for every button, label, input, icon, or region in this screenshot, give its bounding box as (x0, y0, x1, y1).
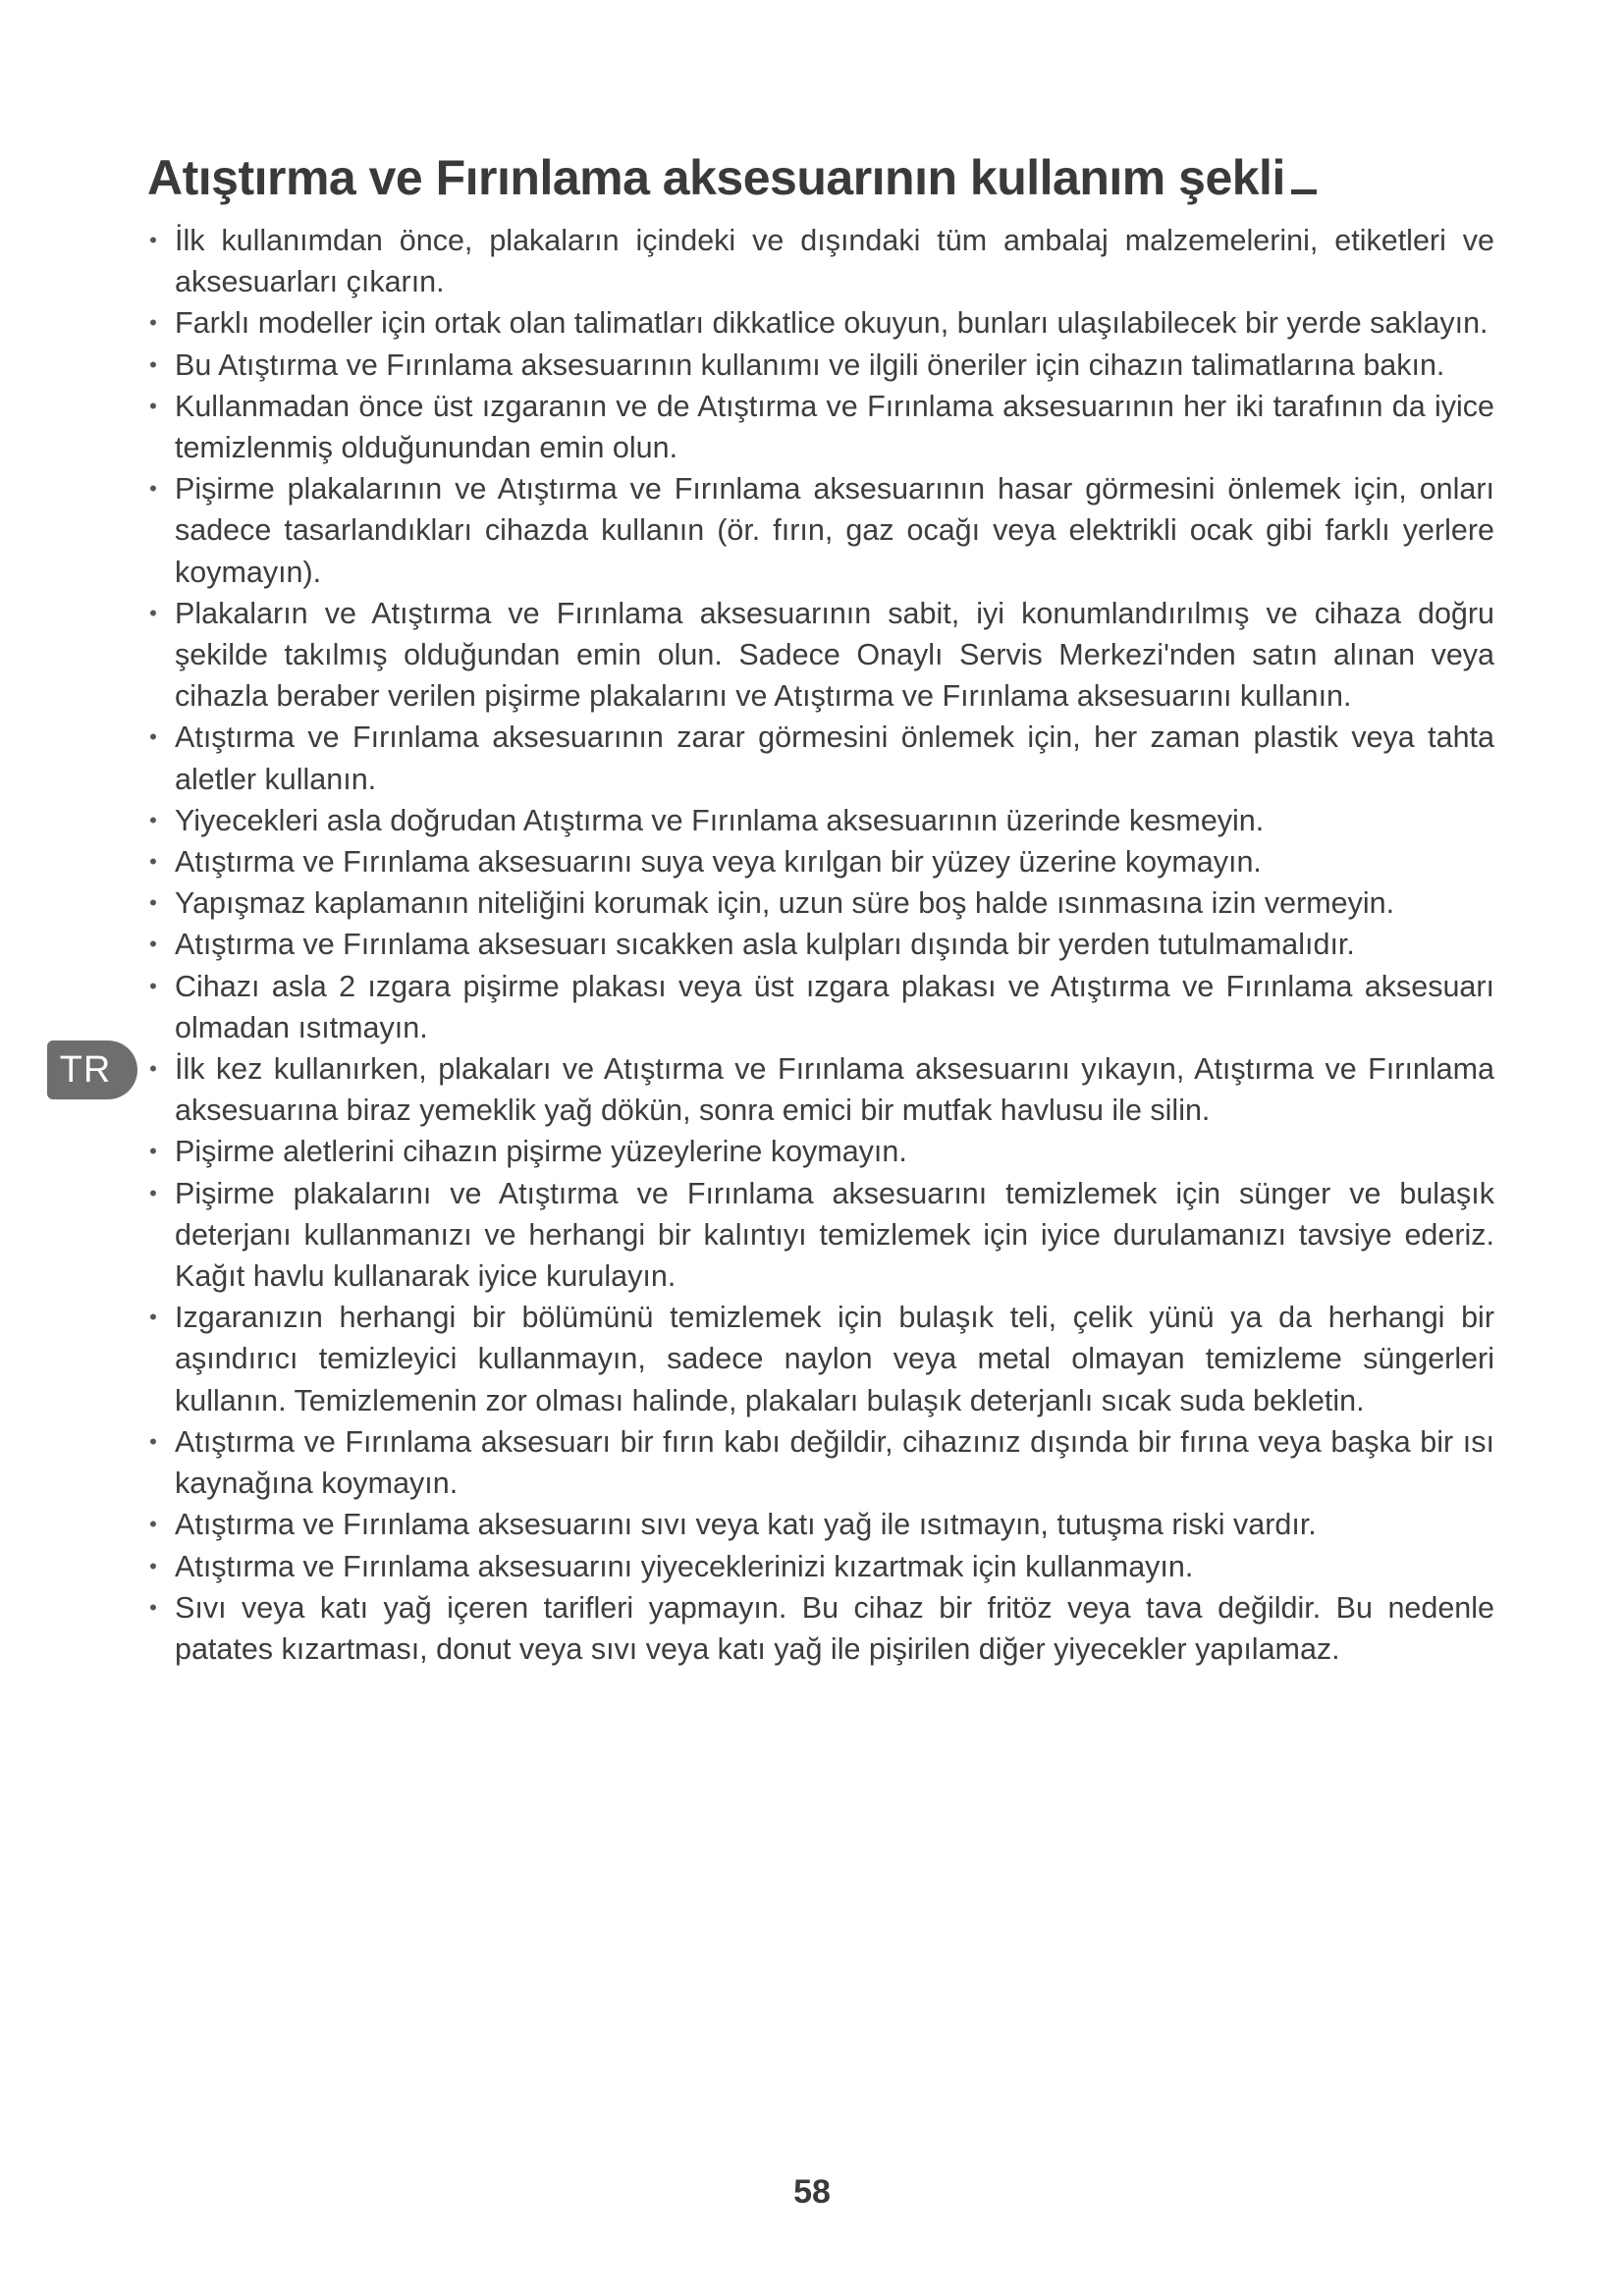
bullet-icon: • (149, 890, 157, 916)
bullet-icon: • (149, 973, 157, 998)
list-item (149, 345, 1494, 386)
list-item-text: Sıvı veya katı yağ içeren tarifleri yapmayın. Bu cihaz bir fritöz veya tava değildir. Bu nedenle patates kızartması, donut veya sıvı veya katı yağ ile pişirilen diğer yiyecekler yapılamaz. (175, 1590, 1494, 1666)
bullet-icon: • (149, 932, 157, 957)
bullet-icon: • (149, 807, 157, 832)
list-item-text: Atıştırma ve Fırınlama aksesuarı sıcakken asla kulpları dışında bir yerden tutulmamalıdır. (175, 928, 1355, 962)
list-item (149, 966, 1494, 1048)
bullet-icon: • (149, 724, 157, 750)
page-title (147, 149, 1502, 206)
bullet-icon: • (149, 351, 157, 377)
list-item-text: Atıştırma ve Fırınlama aksesuarı bir fırın kabı değildir, cihazınız dışında bir fırına veya başka bir ısı kaynağına koymayın. (175, 1424, 1494, 1501)
language-tab: TR (47, 1041, 137, 1099)
list-item (149, 1504, 1494, 1545)
bullet-icon: • (149, 1056, 157, 1082)
list-item (149, 386, 1494, 468)
instruction-list (149, 220, 1494, 1670)
page-title-text: Atıştırma ve Fırınlama aksesuarının kullanım şekli (147, 150, 1285, 205)
list-item (149, 220, 1494, 302)
list-item-text: Yiyecekleri asla doğrudan Atıştırma ve Fırınlama aksesuarının üzerinde kesmeyin. (175, 803, 1265, 837)
bullet-icon: • (149, 1428, 157, 1454)
list-item (149, 1048, 1494, 1131)
list-item-text: Yapışmaz kaplamanın niteliğini korumak için, uzun süre boş halde ısınmasına izin vermeyin. (175, 886, 1395, 921)
list-item-text: Pişirme plakalarının ve Atıştırma ve Fırınlama aksesuarının hasar görmesini önlemek için, onları sadece tasarlandıkları cihazda kullanın (ör. fırın, gaz ocağı veya elektrikli ocak gibi farklı yerlere koymayın). (175, 472, 1494, 589)
list-item (149, 1421, 1494, 1504)
bullet-icon: • (149, 1512, 157, 1537)
list-item-text: Pişirme plakalarını ve Atıştırma ve Fırınlama aksesuarını temizlemek için sünger ve bulaşık deterjanı kullanmanızı ve herhangi bir kalıntıyı temizlemek için iyice durulamanızı tavsiye ederiz. Kağıt havlu kullanarak iyice kurulayın. (175, 1176, 1494, 1294)
title-underscore-mark (1291, 189, 1317, 194)
list-item (149, 882, 1494, 924)
list-item (149, 800, 1494, 841)
list-item-text: Pişirme aletlerini cihazın pişirme yüzeylerine koymayın. (175, 1135, 907, 1169)
bullet-icon: • (149, 393, 157, 418)
list-item (149, 302, 1494, 344)
list-item-text: Bu Atıştırma ve Fırınlama aksesuarının kullanımı ve ilgili öneriler için cihazın talimatlarına bakın. (175, 347, 1445, 382)
list-item-text: Atıştırma ve Fırınlama aksesuarını suya veya kırılgan bir yüzey üzerine koymayın. (175, 845, 1262, 880)
list-item-text: İlk kullanımdan önce, plakaların içindeki ve dışındaki tüm ambalaj malzemelerini, etiketleri ve aksesuarları çıkarın. (175, 224, 1494, 299)
bullet-icon: • (149, 1305, 157, 1330)
list-item-text: Atıştırma ve Fırınlama aksesuarını sıvı veya katı yağ ile ısıtmayın, tutuşma riski vardır. (175, 1508, 1317, 1542)
list-item-text: Farklı modeller için ortak olan talimatları dikkatlice okuyun, bunları ulaşılabilecek bir yerde saklayın. (175, 306, 1489, 341)
list-item-text: İlk kez kullanırken, plakaları ve Atıştırma ve Fırınlama aksesuarını yıkayın, Atıştırma ve Fırınlama aksesuarına biraz yemeklik yağ dökün, sonra emici bir mutfak havlusu ile silin. (175, 1052, 1494, 1128)
bullet-icon: • (149, 310, 157, 336)
list-item-text: Izgaranızın herhangi bir bölümünü temizlemek için bulaşık teli, çelik yünü ya da herhangi bir aşındırıcı temizleyici kullanmayın, sadece naylon veya metal olmayan temizleme süngerleri kullanın. Temizlemenin zor olması halinde, plakaları bulaşık deterjanlı sıcak suda bekletin. (175, 1301, 1494, 1417)
list-item-text: Plakaların ve Atıştırma ve Fırınlama aksesuarının sabit, iyi konumlandırılmış ve cihaza doğru şekilde takılmış olduğundan emin olun. Sadece Onaylı Servis Merkezi'nden satın alınan veya cihazla beraber verilen pişirme plakalarını ve Atıştırma ve Fırınlama aksesuarını kullanın. (175, 596, 1494, 714)
list-item-text: Atıştırma ve Fırınlama aksesuarının zarar görmesini önlemek için, her zaman plastik veya tahta aletler kullanın. (175, 721, 1494, 796)
list-item (149, 468, 1494, 593)
list-item (149, 1173, 1494, 1298)
page-number: 58 (793, 2173, 831, 2211)
list-item (149, 924, 1494, 965)
list-item (149, 1297, 1494, 1421)
list-item (149, 593, 1494, 718)
list-item (149, 841, 1494, 882)
list-item (149, 1131, 1494, 1172)
bullet-icon: • (149, 849, 157, 875)
bullet-icon: • (149, 600, 157, 625)
bullet-icon: • (149, 1139, 157, 1164)
list-item-text: Kullanmadan önce üst ızgaranın ve de Atıştırma ve Fırınlama aksesuarının her iki tarafının da iyice temizlenmiş olduğunundan emin olun. (175, 389, 1494, 465)
bullet-icon: • (149, 1180, 157, 1205)
bullet-icon: • (149, 1553, 157, 1578)
list-item (149, 717, 1494, 799)
bullet-icon: • (149, 476, 157, 502)
list-item-text: Cihazı asla 2 ızgara pişirme plakası veya üst ızgara plakası ve Atıştırma ve Fırınlama aksesuarı olmadan ısıtmayın. (175, 969, 1494, 1044)
list-item-text: Atıştırma ve Fırınlama aksesuarını yiyeceklerinizi kızartmak için kullanmayın. (175, 1549, 1194, 1583)
bullet-icon: • (149, 1594, 157, 1620)
list-item (149, 1587, 1494, 1670)
bullet-icon: • (149, 228, 157, 252)
list-item (149, 1546, 1494, 1587)
